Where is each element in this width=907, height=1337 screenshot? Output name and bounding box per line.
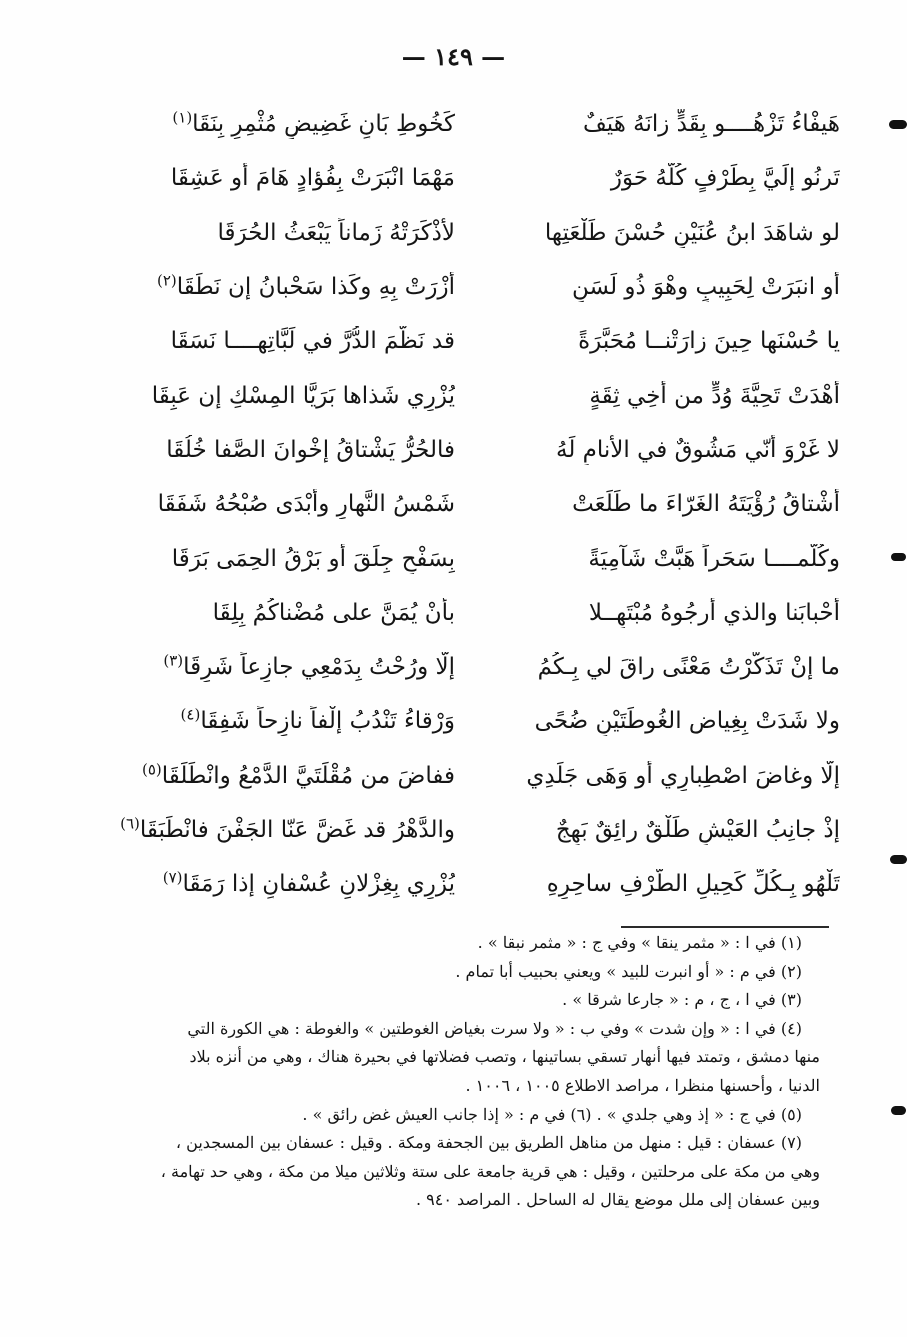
- footnote-line: (٤) في ا : « وإن شدت » وفي ب : « ولا سرت بغياض الغوطتين » والغوطة : هي الكورة التي: [187, 1018, 802, 1038]
- footnote-line: (١) في ا : « مثمر ينقا » وفي ج : « مثمر نبقا » .: [477, 933, 802, 952]
- second-hemistich-text: بأنْ يُمَنَّ على مُضْناكُمُ بِلِقَا: [212, 599, 455, 626]
- footnote-line: وهي من مكة على مرحلتين ، وقيل : هي قرية جامعة على ستة وثلاثين ميلا من مكة ، وهي حد تهامة ،: [160, 1161, 820, 1181]
- margin-ink-mark: [891, 1106, 906, 1115]
- second-hemistich-text: والدَّهْرُ قد غَضَّ عَنّا الجَفْنَ فانْطَبَقَا: [139, 817, 455, 843]
- second-hemistich-text: كَخُوطِ بَانٍ غَضِيضٍ مُثْمِرٍ بِنَقَا: [192, 111, 455, 138]
- footnote-marker: (٤): [180, 706, 201, 724]
- footnote-line: (٣) في ا ، ج ، م : « جارعا شرقا » .: [562, 990, 802, 1010]
- first-hemistich: لا غَرْوَ أنّي مَشُوقٌ في الأنامِ لَهُ: [556, 436, 840, 463]
- first-hemistich: أهْدَتْ تَحِيَّةَ وُدٍّ من أخِي ثِقَةٍ: [589, 382, 840, 409]
- second-hemistich-text: يُزْرِي شَذاها بَرَيَّا المِسْكِ إن عَبِقَا: [151, 382, 455, 409]
- page-number: — ١٤٩ —: [401, 42, 506, 71]
- second-hemistich: [110, 272, 455, 302]
- second-hemistich: [110, 326, 455, 356]
- footnote-line: (٢) في م : « أو انبرت للبيد » ويعني بحبيب أبا تمام .: [455, 961, 802, 981]
- verse-row: [110, 151, 840, 205]
- verse-row: [110, 694, 840, 748]
- footnote-line: منها دمشق ، وتمتد فيها أنهار تسقي بساتينها ، وتصب فضلاتها في بحيرة هناك ، وهي من أنزه بلاد: [189, 1047, 820, 1067]
- second-hemistich-text: مَهْمَا انْبَرَتْ بِفُؤادٍ هَامَ أو عَشِقَا: [170, 165, 455, 192]
- footnote-marker: (١): [172, 109, 193, 127]
- verse-row: [110, 260, 840, 314]
- verse-row: [110, 531, 840, 585]
- second-hemistich: [110, 381, 455, 411]
- second-hemistich-text: أزْرَتْ بِهِ وكَذا سَحْبانُ إن نَطَقَا: [176, 274, 455, 301]
- verse-row: [110, 749, 840, 803]
- footnote-marker: (٦): [120, 815, 140, 833]
- second-hemistich: [110, 435, 455, 465]
- second-hemistich-text: وَرْقاءُ تَنْدُبُ إلْفاً نازِحاً شَفِقَا: [200, 708, 455, 735]
- footnote-line: (٧) عسفان : قيل : منهل من مناهل الطريق بين الجحفة ومكة . وقيل : عسفان بين المسجدين ،: [175, 1133, 802, 1153]
- first-hemistich: تَلْهُو بِـكُلِّ كَحِيلِ الطَّرْفِ ساحِرِهِ: [546, 871, 840, 898]
- verse-row: [110, 97, 840, 151]
- second-hemistich: [110, 761, 455, 791]
- first-hemistich: أحْبابَنا والذي أرجُوهُ مُبْتَهِــلا: [588, 599, 840, 626]
- margin-ink-mark: [891, 553, 906, 561]
- footnote-marker: (٣): [163, 652, 184, 670]
- first-hemistich: لو شاهَدَ ابنُ عُنَيْنٍ حُسْنَ طَلْعَتِها: [544, 219, 840, 246]
- poem-block: [110, 97, 840, 911]
- second-hemistich-text: قد نَظَّمَ الدُّرَّ في لَبَّاتِهــــا نَسَقَا: [170, 328, 455, 355]
- footnote-line: (٥) في ج : « إذ وهي جلدي » . (٦) في م : « إذا جانب العيش غض رائق » .: [302, 1104, 802, 1124]
- second-hemistich-text: فالحُرُّ يَشْتاقُ إخْوانَ الصَّفا خُلُقَا: [166, 436, 455, 463]
- second-hemistich: [110, 109, 455, 139]
- second-hemistich-text: يُزْرِي بِغِزْلانِ عُسْفانٍ إذا رَمَقَا: [182, 871, 455, 898]
- first-hemistich: إذْ جانِبُ العَيْشِ طَلْقٌ رائِقٌ بَهِجٌ: [555, 817, 840, 843]
- first-hemistich: وكُلَّمــــا سَحَراً هَبَّتْ شَآمِيَةً: [588, 545, 840, 572]
- second-hemistich-text: بِسَفْحِ جِلِّقَ أو بَرْقُ الحِمَى بَرَقَا: [171, 545, 455, 572]
- second-hemistich-text: لأذْكَرَتْهُ زَماناً يَبْعَثُ الحُرَقَا: [217, 219, 455, 246]
- verse-row: [110, 368, 840, 422]
- second-hemistich: [110, 869, 455, 899]
- first-hemistich: ولا شَدَتْ بِغِياضِ الغُوطَتَيْنِ ضُحًى: [534, 708, 840, 735]
- verse-row: [110, 423, 840, 477]
- verse-row: [110, 640, 840, 694]
- verse-row: [110, 477, 840, 531]
- verse-row: [110, 857, 840, 911]
- second-hemistich: [110, 598, 455, 628]
- footnote-marker: (٧): [162, 869, 183, 887]
- first-hemistich: أو انبَرَتْ لِحَبِيبٍ وهْوَ ذُو لَسَنٍ: [572, 274, 840, 301]
- second-hemistich: [110, 815, 455, 845]
- verse-row: [110, 314, 840, 368]
- footnote-marker: (٢): [157, 272, 177, 290]
- footnote-divider: [621, 926, 829, 928]
- second-hemistich-text: إلّا ورُحْتُ بِدَمْعِي جازِعاً شَرِقَا: [183, 654, 455, 681]
- verse-row: [110, 206, 840, 260]
- first-hemistich: هَيفْاءُ تَزْهُــــو بِقَدٍّ زانَهُ هَيَفٌ: [582, 111, 840, 138]
- first-hemistich: ما إنْ تَذَكَّرْتُ مَعْنًى راقَ لي بِـكُمُ: [537, 654, 840, 681]
- first-hemistich: يا حُسْنَها حِينَ زارَتْنــا مُحَبَّرَةً: [578, 328, 840, 355]
- second-hemistich: [110, 489, 455, 519]
- second-hemistich: [110, 652, 455, 682]
- first-hemistich: أشْتاقُ رُؤْيَتَهُ الغَرّاءَ ما طَلَعَتْ: [572, 491, 840, 518]
- first-hemistich: تَرنُو إلَيَّ بِطَرْفٍ كُلُّهُ حَوَرٌ: [610, 165, 840, 192]
- verse-row: [110, 586, 840, 640]
- footnote-line: الدنيا ، وأحسنها منظرا ، مراصد الاطلاع ١٠٠٥ ، ١٠٠٦ .: [465, 1075, 820, 1095]
- second-hemistich: [110, 163, 455, 193]
- margin-ink-mark: [890, 855, 907, 864]
- second-hemistich: [110, 706, 455, 736]
- footnote-line: وبين عسفان إلى ملل موضع يقال له الساحل . المراصد ٩٤٠ .: [415, 1190, 820, 1210]
- second-hemistich-text: شَمْسُ النَّهارِ وأبْدَى صُبْحُهُ شَفَقَا: [157, 491, 455, 518]
- verse-row: [110, 803, 840, 857]
- footnote-marker: (٥): [141, 760, 162, 779]
- first-hemistich: إلّا وغاضَ اصْطِبارِي أو وَهَى جَلَدِي: [526, 762, 840, 789]
- second-hemistich-text: ففاضَ من مُقْلَتَيَّ الدَّمْعُ وانْطَلَقَا: [161, 762, 455, 789]
- second-hemistich: [110, 544, 455, 574]
- second-hemistich: [110, 218, 455, 248]
- footnotes-block: [90, 929, 820, 1215]
- margin-ink-mark: [889, 120, 907, 129]
